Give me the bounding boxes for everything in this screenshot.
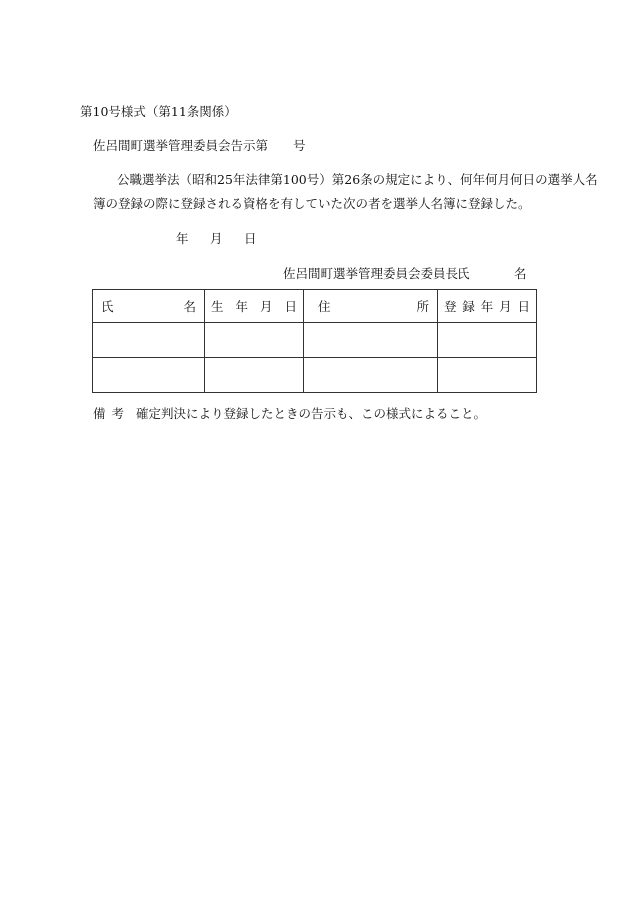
cell-birthdate bbox=[205, 358, 304, 393]
cell-name bbox=[93, 323, 205, 358]
table-header-row bbox=[93, 290, 537, 323]
table-row bbox=[93, 358, 537, 393]
date-year-label: 年 bbox=[176, 231, 189, 246]
body-text-line-2: 簿の登録の際に登録される資格を有していた次の者を選挙人名簿に登録した。 bbox=[93, 196, 531, 211]
header-birth-char: 年 bbox=[235, 299, 248, 314]
header-name bbox=[93, 290, 205, 323]
header-address bbox=[304, 290, 438, 323]
header-registered-char: 日 bbox=[517, 299, 530, 314]
remark bbox=[93, 404, 486, 422]
header-registered-char: 年 bbox=[480, 299, 494, 314]
notice-title: 佐呂間町選挙管理委員会告示第 号 bbox=[93, 138, 306, 153]
cell-name bbox=[93, 358, 205, 393]
cell-registration-date bbox=[438, 323, 537, 358]
registration-table bbox=[92, 289, 537, 393]
header-birth-char: 月 bbox=[259, 299, 273, 314]
date-month-label: 月 bbox=[210, 231, 223, 246]
cell-address bbox=[304, 358, 438, 393]
cell-registration-date bbox=[438, 358, 537, 393]
table-row bbox=[93, 323, 537, 358]
remark-label: 備考 bbox=[93, 406, 131, 421]
signer-surname-label: 氏 bbox=[457, 266, 470, 281]
remark-text: 確定判決により登録したときの告示も、この様式によること。 bbox=[136, 406, 487, 421]
header-address-char: 所 bbox=[416, 299, 429, 314]
date-day-label: 日 bbox=[244, 231, 257, 246]
body-text-line-1: 公職選挙法（昭和25年法律第100号）第26条の規定により、何年何月何日の選挙人名 bbox=[117, 172, 598, 187]
header-birthdate bbox=[205, 290, 304, 323]
header-registration-date bbox=[438, 290, 537, 323]
form-number: 第10号様式（第11条関係） bbox=[80, 104, 237, 119]
header-name-char: 名 bbox=[183, 299, 196, 314]
cell-address bbox=[304, 323, 438, 358]
signer-title: 佐呂間町選挙管理委員会委員長 bbox=[283, 266, 459, 281]
header-name-char: 氏 bbox=[101, 299, 114, 314]
signer-name-label: 名 bbox=[514, 266, 527, 281]
header-registered-char: 月 bbox=[499, 299, 512, 314]
header-birth-char: 日 bbox=[284, 299, 297, 314]
header-registered-char: 録 bbox=[462, 299, 475, 314]
cell-birthdate bbox=[205, 323, 304, 358]
header-registered-char: 登 bbox=[444, 299, 457, 314]
header-address-char: 住 bbox=[318, 299, 331, 314]
header-birth-char: 生 bbox=[211, 299, 224, 314]
